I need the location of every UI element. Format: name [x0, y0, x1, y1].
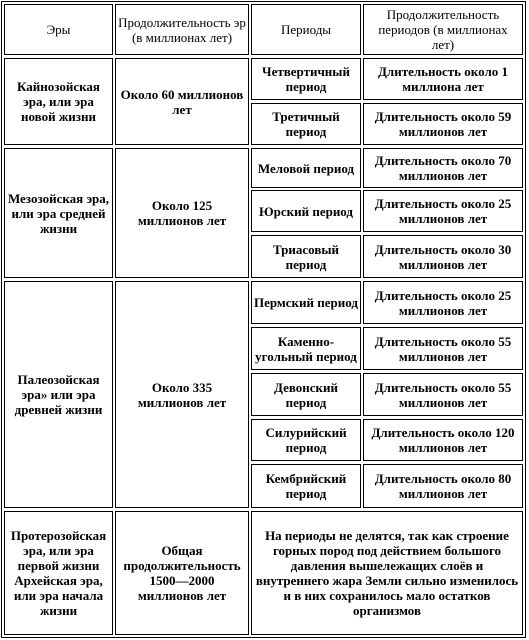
period-duration: Длительность около 25 миллионов лет [363, 190, 523, 232]
period-name: Меловой период [251, 148, 361, 188]
period-name: Пермский период [251, 281, 361, 324]
header-era-duration: Продолжительность эр (в миллионах лет) [115, 4, 249, 55]
period-name: Силурийский период [251, 419, 361, 461]
header-period-duration: Продолжительность периодов (в миллионах лет) [363, 4, 523, 55]
period-duration: Длительность около 55 миллионов лет [363, 373, 523, 416]
period-duration: Длительность около 120 миллионов лет [363, 419, 523, 461]
period-name: Третичный период [251, 103, 361, 145]
era-duration: Общая продолжительность 1500—2000 миллионов лет [115, 511, 249, 635]
era-note: На периоды не делятся, так как строение горных пород под действием большого давления вышележащих слоёв и внутреннего жара Земли сильно изменилось и в них сохранилось мало остатков организмов [251, 511, 523, 635]
era-name: Мезозойская эра, или эра средней жизни [4, 148, 113, 278]
period-duration: Длительность около 30 миллионов лет [363, 235, 523, 278]
period-duration: Длительность около 70 миллионов лет [363, 148, 523, 188]
period-duration: Длительность около 55 миллионов лет [363, 327, 523, 370]
period-name: Каменно-угольный период [251, 327, 361, 370]
era-duration: Около 335 миллионов лет [115, 281, 249, 508]
period-name: Юрский период [251, 190, 361, 232]
period-name: Четвертичный период [251, 58, 361, 100]
era-duration: Около 60 миллионов лет [115, 58, 249, 145]
header-eras: Эры [4, 4, 113, 55]
period-duration: Длительность около 1 миллиона лет [363, 58, 523, 100]
era-name: Кайнозойская эра, или эра новой жизни [4, 58, 113, 145]
period-name: Кембрийский период [251, 464, 361, 508]
era-duration: Около 125 миллионов лет [115, 148, 249, 278]
era-name: Палеозойская эра» или эра древней жизни [4, 281, 113, 508]
period-name: Триасовый период [251, 235, 361, 278]
header-periods: Периоды [251, 4, 361, 55]
period-duration: Длительность около 25 миллионов лет [363, 281, 523, 324]
period-duration: Длительность около 80 миллионов лет [363, 464, 523, 508]
era-name: Протерозойская эра, или эра первой жизни Архейская эра, или эра начала жизни [4, 511, 113, 635]
period-name: Девонский период [251, 373, 361, 416]
period-duration: Длительность около 59 миллионов лет [363, 103, 523, 145]
